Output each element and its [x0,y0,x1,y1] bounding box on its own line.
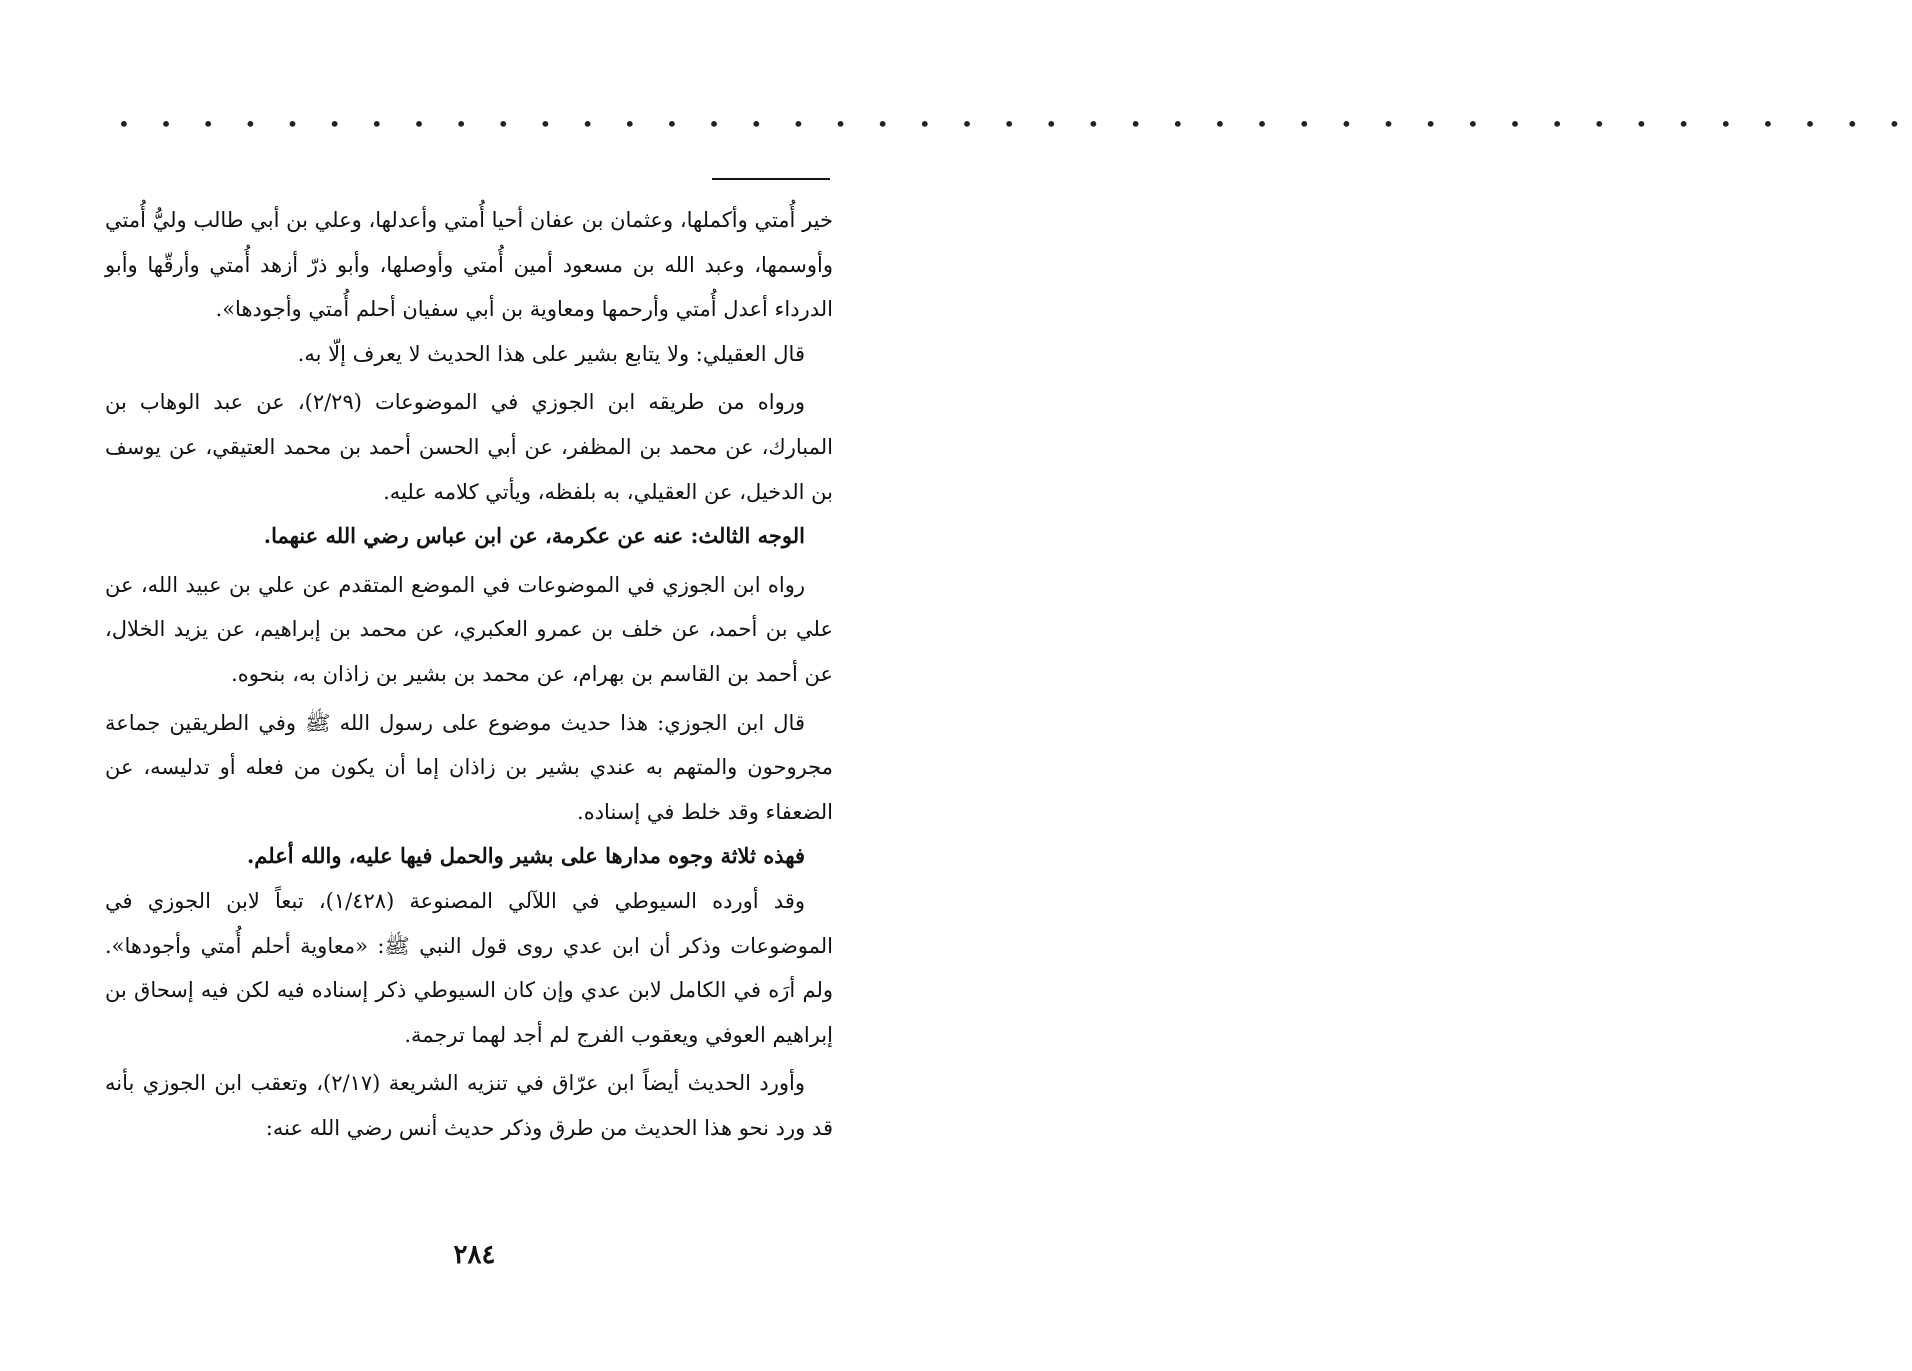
footnote-separator [712,178,830,180]
page-body [105,198,833,1150]
paragraph-ibn-arraq: وأورد الحديث أيضاً ابن عرّاق في تنزيه الشريعة (٢/١٧)، وتعقب ابن الجوزي بأنه قد ورد نحو هذا الحديث من طرق وذكر حديث أنس رضي الله عنه: [105,1071,833,1140]
paragraph-uqayli: قال العقيلي: ولا يتابع بشير على هذا الحديث لا يعرف إلّا به. [297,341,805,366]
header-dotted-line: • • • • • • • • • • • • • • • • • • • • • • • • • • • • • • • • • • • • • • • • • • • [118,112,1912,136]
paragraph-ibn-jawzi-narration: رواه ابن الجوزي في الموضوعات في الموضع المتقدم عن علي بن عبيد الله، عن علي بن أحمد، عن خلف بن عمرو العكبري، عن محمد بن إبراهيم، عن يزيد الخلال، عن أحمد بن القاسم بن بهرام، عن محمد بن بشير بن زاذان به، بنحوه. [105,572,833,686]
section-heading-third-aspect: الوجه الثالث: عنه عن عكرمة، عن ابن عباس رضي الله عنهما. [263,523,805,549]
paragraph-ibn-jawzi-verdict: قال ابن الجوزي: هذا حديث موضوع على رسول الله ﷺ وفي الطريقين جماعة مجروحون والمتهم به عندي بشير بن زاذان إما أن يكون من فعله أو تدليسه، عن الضعفاء وقد خلط في إسناده. [105,710,833,824]
paragraph-ibn-jawzi-path: ورواه من طريقه ابن الجوزي في الموضوعات (٢/٢٩)، عن عبد الوهاب بن المبارك، عن محمد بن المظفر، عن أبي الحسن أحمد بن محمد العتيقي، عن يوسف بن الدخيل، عن العقيلي، به بلفظه، ويأتي كلامه عليه. [105,390,833,504]
paragraph-continuation: خير أُمتي وأكملها، وعثمان بن عفان أحيا أُمتي وأعدلها، وعلي بن أبي طالب وليُّ أُمتي وأوسمها، وعبد الله بن مسعود أمين أُمتي وأوصلها، وأبو ذرّ أزهد أُمتي وأرقّها وأبو الدرداء أعدل أُمتي وأرحمها ومعاوية بن أبي سفيان أحلم أُمتي وأجودها». [105,208,833,322]
paragraph-conclusion: فهذه ثلاثة وجوه مدارها على بشير والحمل فيها عليه، والله أعلم. [247,843,805,869]
page-number: ٢٨٤ [453,1240,496,1270]
paragraph-suyuti: وقد أورده السيوطي في اللآلي المصنوعة (١/٤٢٨)، تبعاً لابن الجوزي في الموضوعات وذكر أن ابن عدي روى قول النبي ﷺ: «معاوية أحلم أُمتي وأجودها». ولم أرَه في الكامل لابن عدي وإن كان السيوطي ذكر إسناده فيه لكن فيه إسحاق بن إبراهيم العوفي ويعقوب الفرج لم أجد لهما ترجمة. [105,888,833,1047]
